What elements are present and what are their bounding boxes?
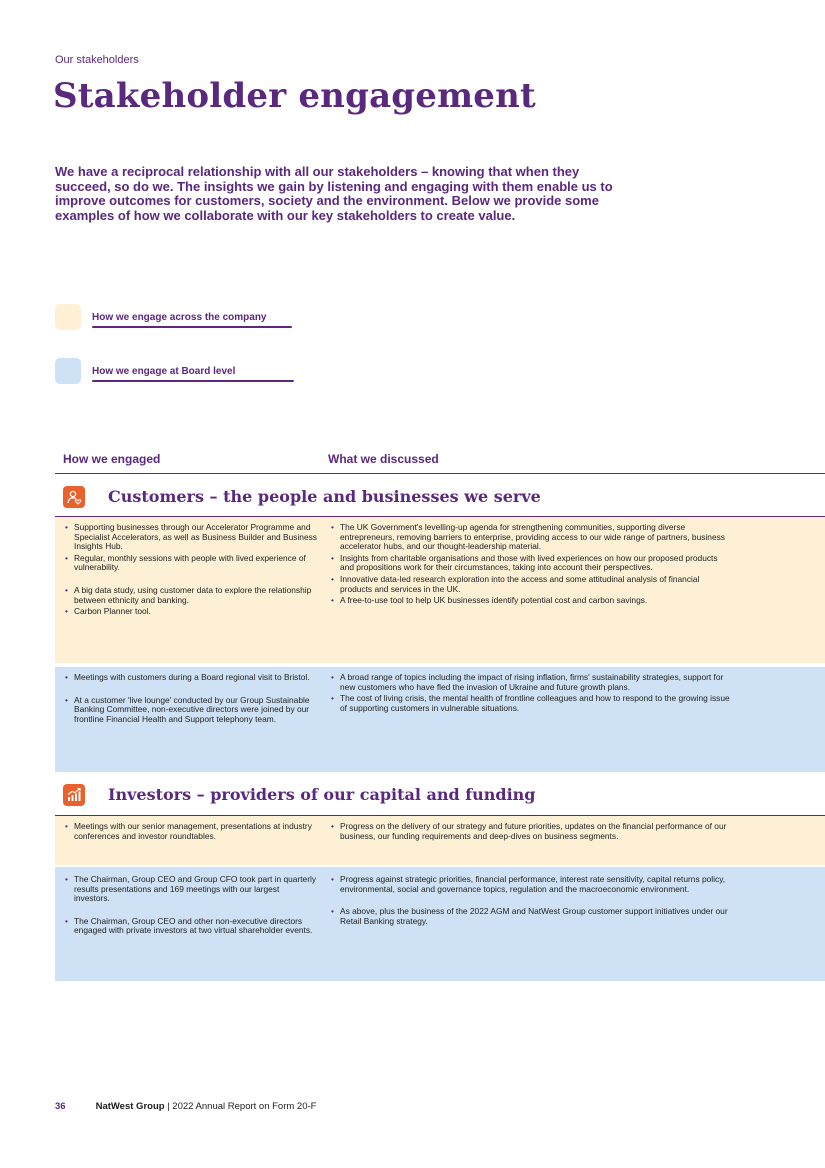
legend-underline	[92, 326, 292, 328]
footer-separator: |	[164, 1101, 173, 1112]
page-title: Stakeholder engagement	[53, 76, 536, 116]
list-item: • Meetings with customers during a Board regional visit to Bristol.	[65, 673, 317, 683]
list-item: • A broad range of topics including the impact of rising inflation, firms' sustainability strategies, support for new customers who have fled the invasion of Ukraine and future growth plans.	[331, 673, 731, 692]
page-footer	[55, 1101, 316, 1112]
list-item: • Carbon Planner tool.	[65, 607, 317, 617]
list-item: • The Chairman, Group CEO and other non-executive directors engaged with private investors at two virtual shareholder events.	[65, 917, 317, 936]
list-item: • The cost of living crisis, the mental health of frontline colleagues and how to respond to the growing issue of supporting customers in vulnerable situations.	[331, 694, 731, 713]
legend-label-company: How we engage across the company	[92, 312, 267, 323]
section-heading: Customers – the people and businesses we serve	[108, 487, 541, 506]
list-item: • Supporting businesses through our Accelerator Programme and Specialist Accelerators, as well as Business Builder and Business Insights Hub.	[65, 523, 317, 552]
section-heading: Investors – providers of our capital and funding	[108, 785, 536, 804]
list-item: • Meetings with our senior management, presentations at industry conferences and investor roundtables.	[65, 822, 317, 841]
list-item: • As above, plus the business of the 2022 AGM and NatWest Group customer support initiatives under our Retail Banking strategy.	[331, 907, 731, 926]
investors-board-band	[55, 867, 825, 981]
intro-paragraph: We have a reciprocal relationship with all our stakeholders – knowing that when they succeed, so do we. The insights we gain by listening and engaging with them enable us to improve outcomes for customers, society and the environment. Below we provide some examples of how we collaborate with our key stakeholders to create value.	[55, 164, 613, 224]
section-investors-heading	[55, 777, 825, 813]
customer-heart-icon	[63, 486, 85, 508]
list-item: • Regular, monthly sessions with people with lived experience of vulnerability.	[65, 554, 317, 573]
table-rule	[55, 473, 825, 474]
footer-brand: NatWest Group	[95, 1101, 165, 1112]
list-item: • Insights from charitable organisations and those with lived experiences on how our proposed products and propositions work for their circumstances, taking into account their perspectives.	[331, 554, 731, 573]
footer-doc-title: 2022 Annual Report on Form 20-F	[172, 1101, 317, 1112]
investors-company-band	[55, 816, 825, 865]
customers-board-band	[55, 667, 825, 772]
list-item: • Progress on the delivery of our strategy and future priorities, updates on the financial performance of our business, our funding requirements and deep-dives on business segments.	[331, 822, 731, 841]
page-number: 36	[55, 1101, 66, 1112]
list-item: • The UK Government's levelling-up agenda for strengthening communities, supporting diverse entrepreneurs, removing barriers to enterprise, providing access to our wide range of partners, business accelerator hubs, and our thought-leadership material.	[331, 523, 731, 552]
list-item: • Progress against strategic priorities, financial performance, interest rate sensitivity, capital returns policy, environmental, social and governance topics, regulation and the macroeconomic environment.	[331, 875, 731, 894]
bar-chart-growth-icon	[63, 784, 85, 806]
customers-company-band	[55, 517, 825, 663]
legend-swatch-blue	[55, 358, 81, 384]
list-item: • A free-to-use tool to help UK businesses identify potential cost and carbon savings.	[331, 596, 731, 606]
legend-swatch-cream	[55, 304, 81, 330]
list-item: • At a customer 'live lounge' conducted by our Group Sustainable Banking Committee, non-executive directors were joined by our frontline Financial Health and Support telephony team.	[65, 696, 317, 725]
column-header-engaged: How we engaged	[63, 452, 161, 466]
list-item: • The Chairman, Group CEO and Group CFO took part in quarterly results presentations and 169 meetings with our largest investors.	[65, 875, 317, 904]
list-item: • Innovative data-led research exploration into the access and some attitudinal analysis of financial products and services in the UK.	[331, 575, 731, 594]
legend-underline	[92, 380, 294, 382]
list-item: • A big data study, using customer data to explore the relationship between ethnicity and banking.	[65, 586, 317, 605]
column-header-discussed: What we discussed	[328, 452, 439, 466]
eyebrow: Our stakeholders	[55, 54, 139, 66]
section-customers-heading	[55, 479, 825, 515]
legend-label-board: How we engage at Board level	[92, 366, 236, 377]
